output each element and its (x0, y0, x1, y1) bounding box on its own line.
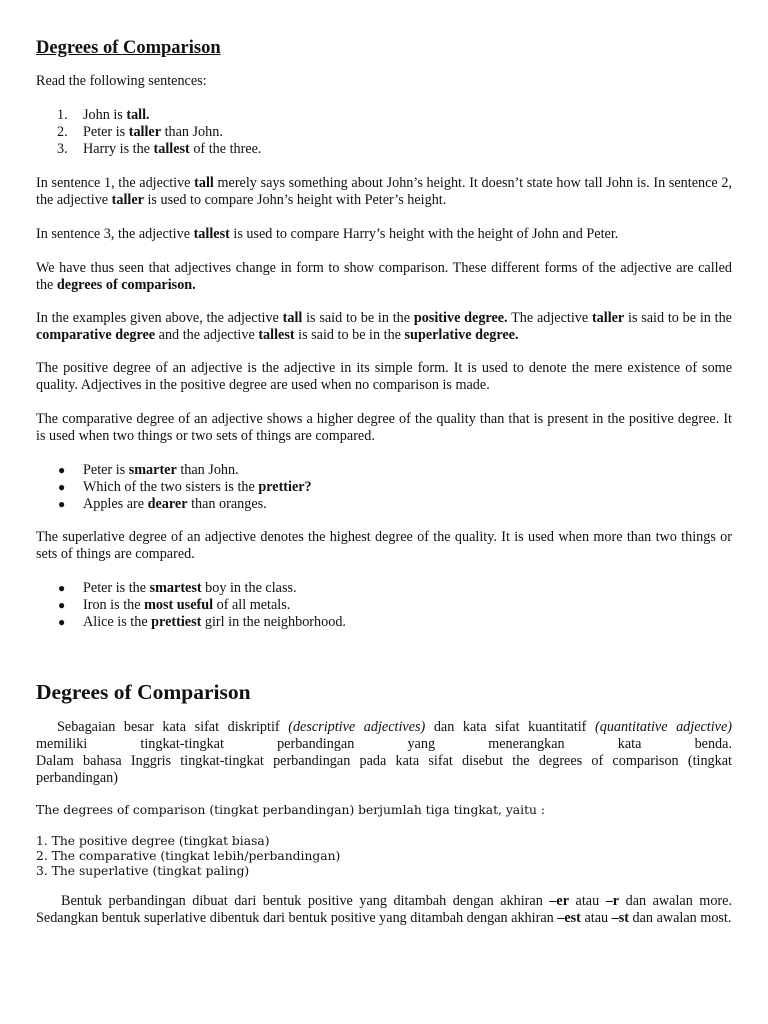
paragraph-jumlah-tingkat: The degrees of comparison (tingkat perbandingan) berjumlah tiga tingkat, yaitu : (36, 803, 545, 817)
paragraph-kata-sifat: Sebagaian besar kata sifat diskriptif (descriptive adjectives) dan kata sifat kuantitatif (quantitative adjective) memiliki tingkat-tingkat perbandingan yang menerangkan kata benda. Dalam bahasa Inggris tingkat-tingkat perbandingan pada kata sifat disebut the degrees of comparison (tingkat perbandingan) (36, 719, 733, 786)
paragraph-forms: We have thus seen that adjectives change in form to show comparison. These different forms of the adjective are called the degrees of comparison. (36, 260, 732, 293)
list-item: 2. The comparative (tingkat lebih/perbandingan) (36, 849, 341, 863)
comparative-examples-list (36, 462, 732, 513)
list-item: 2. Peter is taller than John. (57, 124, 223, 140)
bullet-icon: ● (58, 463, 66, 477)
list-item: ● Peter is smarter than John. (58, 462, 239, 478)
bullet-icon: ● (58, 480, 66, 494)
bullet-icon: ● (58, 598, 66, 612)
list-item: ● Which of the two sisters is the prettier? (58, 479, 312, 495)
bullet-icon: ● (58, 581, 66, 595)
paragraph-degrees: In the examples given above, the adjective tall is said to be in the positive degree. The adjective taller is said to be in the comparative degree and the adjective tallest is said to be in the superlative degree. (36, 310, 732, 343)
bullet-icon: ● (58, 615, 66, 629)
list-item: ● Alice is the prettiest girl in the neighborhood. (58, 614, 346, 630)
list-item: ● Peter is the smartest boy in the class. (58, 580, 297, 596)
superlative-examples-list (36, 580, 732, 631)
list-item: 1. John is tall. (57, 107, 150, 123)
bullet-icon: ● (58, 497, 66, 511)
paragraph-sentence-1-2: In sentence 1, the adjective tall merely says something about John’s height. It doesn’t state how tall John is. In sentence 2, the adjective taller is used to compare John’s height with Peter’s height. (36, 175, 732, 208)
section-2-title: Degrees of Comparison (36, 680, 251, 704)
intro-text: Read the following sentences: (36, 73, 207, 89)
paragraph-sentence-3: In sentence 3, the adjective tallest is used to compare Harry’s height with the height of John and Peter. (36, 226, 619, 242)
paragraph-superlative: The superlative degree of an adjective denotes the highest degree of the quality. It is used when more than two things or sets of things are compared. (36, 529, 732, 562)
example-sentences-list (36, 107, 732, 158)
list-item: 1. The positive degree (tingkat biasa) (36, 834, 270, 848)
section-1-title: Degrees of Comparison (36, 38, 221, 58)
levels-list (36, 834, 732, 879)
paragraph-bentuk-perbandingan: Bentuk perbandingan dibuat dari bentuk positive yang ditambah dengan akhiran –er atau –r dan awalan more. Sedangkan bentuk superlative dibentuk dari bentuk positive yang ditambah dengan akhiran –est atau –st dan awalan most. (36, 893, 732, 926)
list-item: ● Iron is the most useful of all metals. (58, 597, 291, 613)
list-item: ● Apples are dearer than oranges. (58, 496, 267, 512)
paragraph-positive: The positive degree of an adjective is the adjective in its simple form. It is used to denote the mere existence of some quality. Adjectives in the positive degree are used when no comparison is made. (36, 360, 732, 393)
list-item: 3. The superlative (tingkat paling) (36, 864, 250, 878)
list-item: 3. Harry is the tallest of the three. (57, 141, 262, 157)
paragraph-comparative: The comparative degree of an adjective shows a higher degree of the quality than that is present in the positive degree. It is used when two things or two sets of things are compared. (36, 411, 732, 444)
